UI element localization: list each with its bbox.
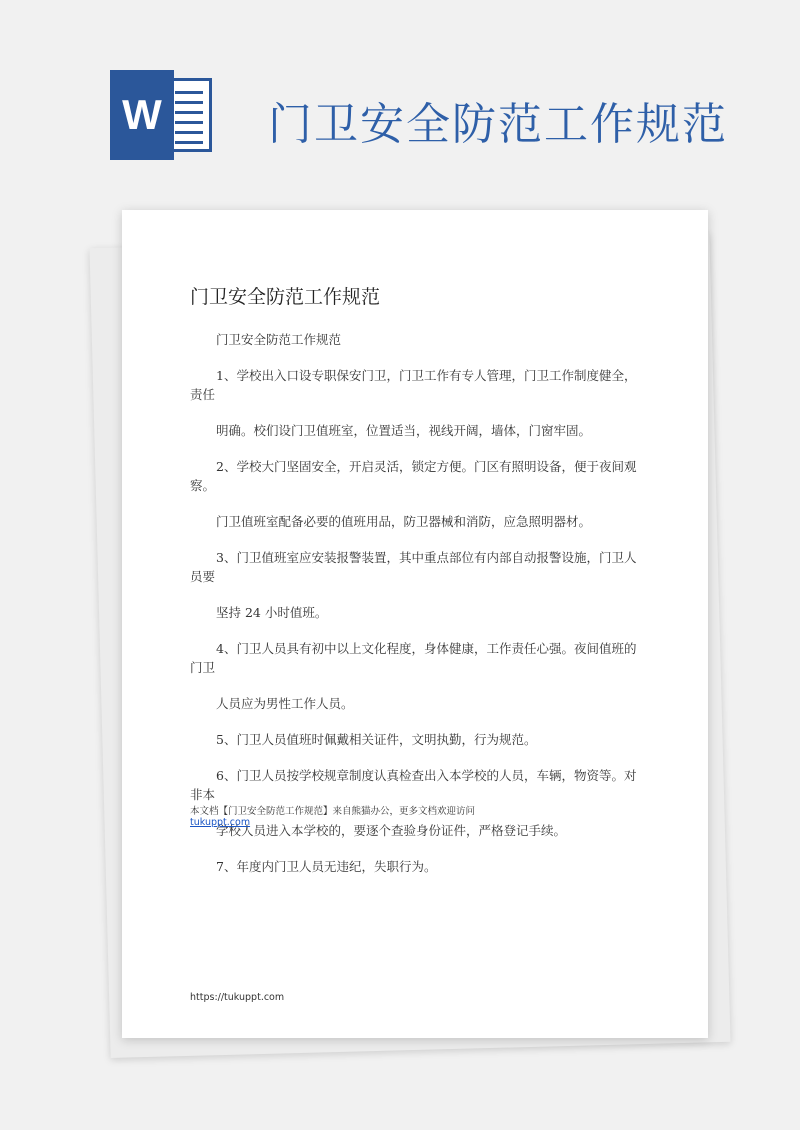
paragraph: 门卫安全防范工作规范 xyxy=(216,332,342,347)
paragraph: 7、年度内门卫人员无违纪，失职行为。 xyxy=(216,859,437,874)
document-title: 门卫安全防范工作规范 xyxy=(190,286,381,308)
header-title: 门卫安全防范工作规范 xyxy=(268,99,728,150)
paragraph: 2、学校大门坚固安全，开启灵活，锁定方便。门区有照明设备，便于夜间观察。 xyxy=(190,459,637,493)
paragraph: 人员应为男性工作人员。 xyxy=(216,696,354,711)
word-logo-icon xyxy=(110,70,214,160)
document-body xyxy=(190,330,640,876)
paragraph: 学校人员进入本学校的，要逐个查验身份证件，严格登记手续。 xyxy=(216,823,567,838)
header xyxy=(0,0,800,200)
paragraph: 3、门卫值班室应安装报警装置，其中重点部位有内部自动报警设施，门卫人员要 xyxy=(190,550,637,584)
footer-note: 本文档【门卫安全防范工作规范】来自熊猫办公，更多文档欢迎访问 xyxy=(190,806,476,817)
paragraph: 1、学校出入口设专职保安门卫，门卫工作有专人管理，门卫工作制度健全，责任 xyxy=(190,368,637,402)
word-badge: W xyxy=(110,70,174,160)
document-page xyxy=(122,210,708,1038)
footer-link[interactable]: tukuppt.com xyxy=(190,817,251,828)
paragraph: 坚持 24 小时值班。 xyxy=(216,605,328,620)
page-url: https://tukuppt.com xyxy=(190,992,285,1003)
paragraph: 5、门卫人员值班时佩戴相关证件，文明执勤，行为规范。 xyxy=(216,732,537,747)
paragraph: 明确。校们设门卫值班室，位置适当，视线开阔，墙体，门窗牢固。 xyxy=(216,423,592,438)
paragraph: 门卫值班室配备必要的值班用品，防卫器械和消防，应急照明器材。 xyxy=(216,514,592,529)
paragraph: 4、门卫人员具有初中以上文化程度，身体健康，工作责任心强。夜间值班的门卫 xyxy=(190,641,637,675)
paragraph: 6、门卫人员按学校规章制度认真检查出入本学校的人员，车辆，物资等。对非本 xyxy=(190,768,637,802)
